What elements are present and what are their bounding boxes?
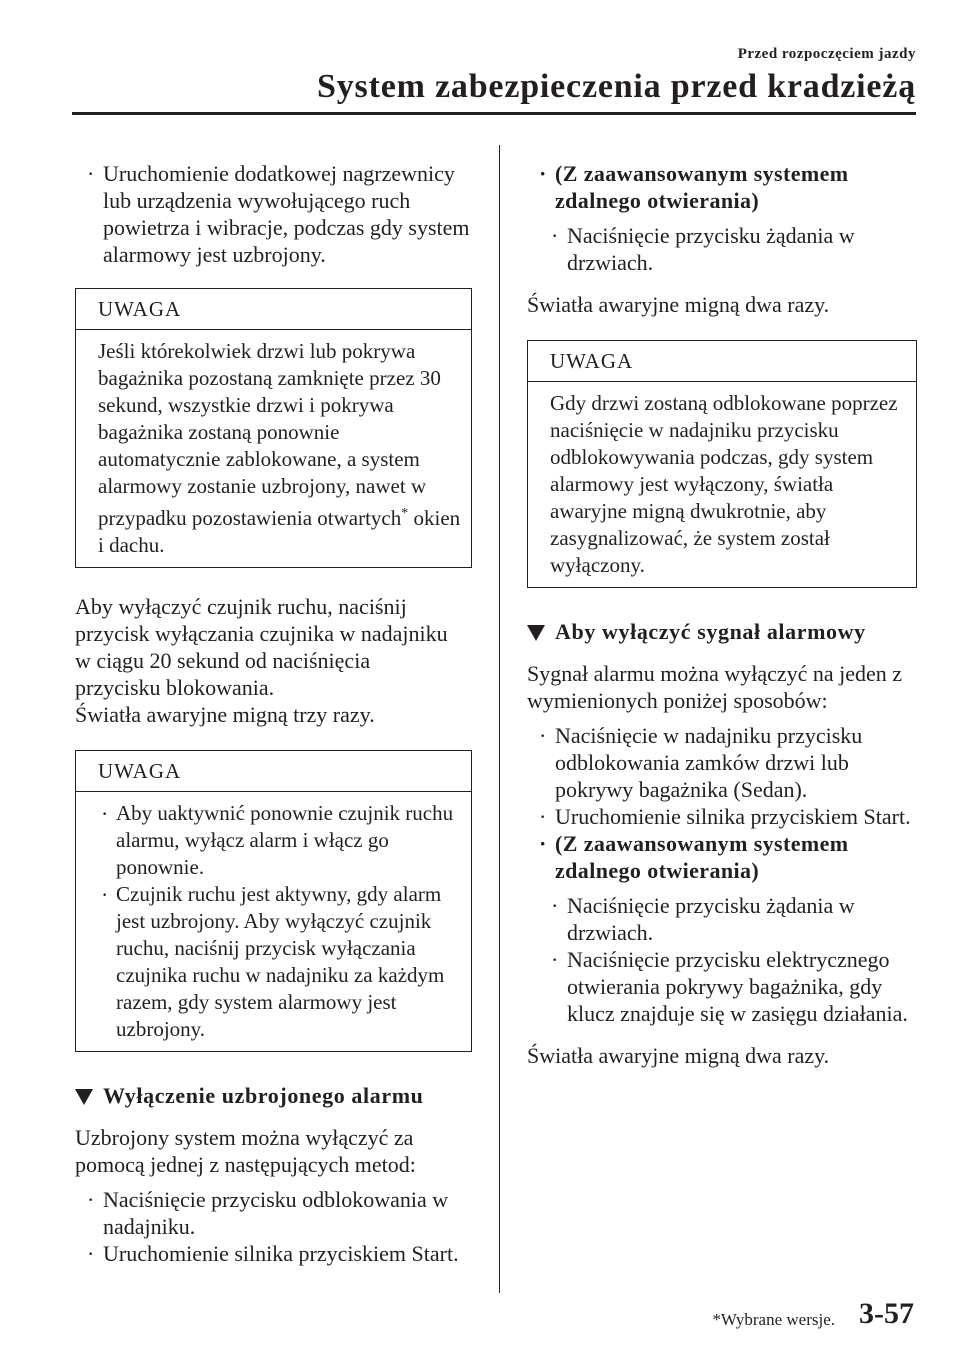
- sub-list: [527, 892, 917, 1027]
- paragraph-line: Aby wyłączyć czujnik ruchu, naciśnij: [75, 594, 407, 619]
- section-heading-text: Wyłączenie uzbrojonego alarmu: [103, 1083, 424, 1108]
- paragraph-line: przycisk wyłączania czujnika w nadajniku: [75, 621, 448, 646]
- note-label: UWAGA: [528, 341, 916, 382]
- note-box: [75, 750, 472, 1052]
- note-box: [75, 288, 472, 568]
- list-item: · Czujnik ruchu jest aktywny, gdy alarm jest uzbrojony. Aby wyłączyć czujnik ruchu, naciśnij przycisk wyłączania czujnika ruchu w nadajniku za każdym razem, gdy system alarmowy jest uzbrojony.: [98, 881, 461, 1043]
- paragraph: [75, 593, 472, 728]
- sub-list-item: · Naciśnięcie przycisku żądania w drzwiach.: [527, 892, 917, 946]
- paragraph-line: w ciągu 20 sekund od naciśnięcia: [75, 648, 371, 673]
- paragraph: Uzbrojony system można wyłączyć za pomocą jednej z następujących metod:: [75, 1125, 416, 1177]
- section-heading: [527, 618, 917, 645]
- chapter-title: Przed rozpoczęciem jazdy: [737, 46, 916, 62]
- list-item: · Uruchomienie silnika przyciskiem Start.: [75, 1240, 472, 1267]
- note-label: UWAGA: [76, 751, 471, 792]
- list-item: · Uruchomienie dodatkowej nagrzewnicy lub urządzenia wywołującego ruch powietrza i wibracje, podczas gdy system alarmowy jest uzbrojony.: [75, 160, 472, 268]
- paragraph-line: przycisku blokowania.: [75, 675, 275, 700]
- header-rule: [72, 112, 916, 115]
- list-item: · Naciśnięcie przycisku odblokowania w nadajniku.: [75, 1186, 472, 1240]
- paragraph: Światła awaryjne migną dwa razy.: [527, 1043, 830, 1068]
- list-item: · (Z zaawansowanym systemem zdalnego otwierania): [527, 160, 917, 214]
- note-text: Gdy drzwi zostaną odblokowane poprzez naciśnięcie w nadajniku przycisku odblokowywania podczas, gdy system alarmowy jest wyłączony, światła awaryjne migną dwukrotnie, aby zasygnalizować, że system został wyłączony.: [550, 391, 898, 577]
- list-item: · (Z zaawansowanym systemem zdalnego otwierania): [527, 830, 917, 884]
- note-text: [76, 330, 471, 567]
- paragraph: Sygnał alarmu można wyłączyć na jeden z wymienionych poniżej sposobów:: [527, 661, 903, 713]
- note-list: [76, 792, 471, 1051]
- note-box: [527, 340, 917, 588]
- triangle-down-icon: [75, 1089, 93, 1105]
- left-column: [75, 160, 472, 1267]
- page-title: System zabezpieczenia przed kradzieżą: [317, 68, 916, 105]
- triangle-down-icon: [527, 625, 545, 641]
- list: [527, 722, 917, 884]
- page-number: 3-57: [859, 1297, 914, 1330]
- column-divider: [499, 145, 500, 1293]
- note-text-end: okien i dachu.: [98, 506, 461, 557]
- note-text-main: Jeśli którekolwiek drzwi lub pokrywa bagażnika pozostaną zamknięte przez 30 sekund, wszystkie drzwi i pokrywa bagażnika zostaną ponownie automatycznie zablokowane, a system alarmowy zostanie uzbrojony, nawet w przypadku pozostawienia otwartych: [98, 339, 441, 530]
- sub-list-item: · Naciśnięcie przycisku elektrycznego otwierania pokrywy bagażnika, gdy klucz znajduje się w zasięgu działania.: [527, 946, 917, 1027]
- right-column: [527, 160, 917, 1069]
- list: [75, 1186, 472, 1267]
- list-item: · Uruchomienie silnika przyciskiem Start.: [527, 803, 917, 830]
- paragraph: Światła awaryjne migną dwa razy.: [527, 292, 830, 317]
- sub-list-item: · Naciśnięcie przycisku żądania w drzwiach.: [527, 222, 917, 276]
- list-item: · Aby uaktywnić ponownie czujnik ruchu alarmu, wyłącz alarm i włącz go ponownie.: [98, 800, 461, 881]
- section-heading-text: Aby wyłączyć sygnał alarmowy: [555, 619, 866, 644]
- list-item: · Naciśnięcie w nadajniku przycisku odblokowania zamków drzwi lub pokrywy bagażnika (Sedan).: [527, 722, 917, 803]
- paragraph-line: Światła awaryjne migną trzy razy.: [75, 702, 375, 727]
- footnote-marker: *: [401, 506, 409, 521]
- note-label: UWAGA: [76, 289, 471, 330]
- footnote: *Wybrane wersje.: [712, 1310, 835, 1329]
- section-heading: [75, 1082, 472, 1109]
